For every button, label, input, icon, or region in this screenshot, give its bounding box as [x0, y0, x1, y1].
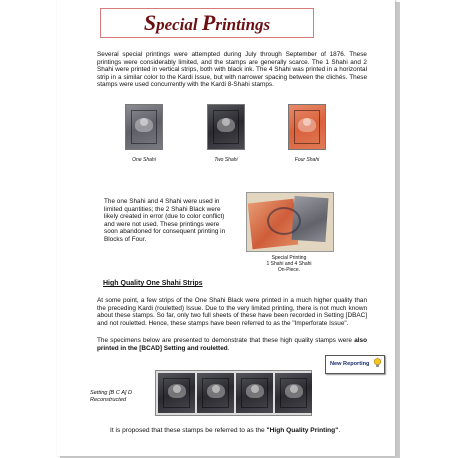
- title-letter-s: S: [143, 10, 157, 35]
- title-letter-p: P: [201, 10, 216, 35]
- lion-emblem: [168, 384, 186, 398]
- badge-label: New Reporting: [330, 361, 370, 367]
- setting-label: [90, 390, 132, 404]
- lion-emblem: [246, 384, 264, 398]
- strip-stamp: [275, 373, 312, 413]
- lion-emblem: [285, 384, 303, 398]
- stamp-strip: [155, 370, 312, 416]
- page-title: [100, 8, 314, 38]
- postmark-cancel: [267, 207, 301, 235]
- high-quality-paragraph: At some point, a few strips of the One Shahi Black were printed in a much higher quality than the preceding Kardi (rouletted) Issue. Due to the very limited printing, there is not much known about these stamps. So far, only two full sheets of these have been recorded in Setting [DBAC] and not rouletted. Hence, these stamps have been referred to as the "Imperforate Issue".: [97, 297, 367, 327]
- closing-text: It is proposed that these stamps be referred to as the: [110, 427, 267, 434]
- usage-paragraph: The one Shahi and 4 Shahi were used in limited quantities; the 2 Shahi Black were likely created in error (due to color conflict) and were not used. These printings were soon abandoned for consequent printing in Blocks of Four.: [104, 198, 226, 243]
- intro-paragraph: Several special printings were attempted during July through September of 1876. These printings were considerably limited, and the stamps are generally scarce. The 1 Shahi and 2 Shahi were printed in vertical strips, both with black ink. The 4 Shahi was printed in a horizontal strip in a similar color to the Kardi Issue, but with narrower spacing between the clichés. These stamps were used concurrently with the Kardi 8-Shahi stamps.: [97, 51, 367, 89]
- specimens-end: .: [227, 344, 230, 352]
- piece-caption-line: On-Piece.: [277, 267, 301, 273]
- stamp-caption: Four Shahi: [294, 157, 320, 163]
- new-reporting-badge: [325, 355, 385, 374]
- title-word-1: pecial: [156, 15, 202, 34]
- closing-sentence: [110, 427, 340, 434]
- specimens-paragraph: [97, 337, 367, 352]
- strip-stamp: [197, 373, 234, 413]
- lion-emblem: [135, 118, 153, 132]
- stamp-four-shahi: [288, 104, 326, 150]
- stamp-two-shahi: [207, 104, 245, 150]
- stamp-caption: One Shahi: [132, 157, 156, 163]
- piece-caption: [250, 255, 328, 273]
- strip-stamp: [158, 373, 195, 413]
- specimens-text: The specimens below are presented to demonstrate that these high quality stamps were: [97, 337, 355, 344]
- setting-line: Setting [B C A] D: [90, 390, 133, 396]
- lion-emblem: [207, 384, 225, 398]
- strip-stamp: [236, 373, 273, 413]
- lightbulb-icon: [373, 357, 382, 370]
- piece-caption-line: Special Printing: [271, 255, 307, 261]
- lion-emblem: [217, 118, 235, 132]
- closing-end: .: [338, 427, 341, 434]
- specimens-bold: also printed in the [BCAD] Setting and rouletted: [97, 337, 367, 352]
- stamp-one-shahi: [125, 104, 163, 150]
- lion-emblem: [298, 118, 316, 132]
- stamps-on-piece: [246, 192, 334, 252]
- section-heading: High Quality One Shahi Strips: [103, 280, 203, 287]
- setting-line: Reconstructed: [90, 397, 127, 403]
- stamp-caption: Two Shahi: [214, 157, 238, 163]
- title-word-2: rintings: [215, 15, 271, 34]
- closing-bold: "High Quality Printing": [266, 427, 339, 434]
- piece-caption-line: 1 Shahi and 4 Shahi: [266, 261, 312, 267]
